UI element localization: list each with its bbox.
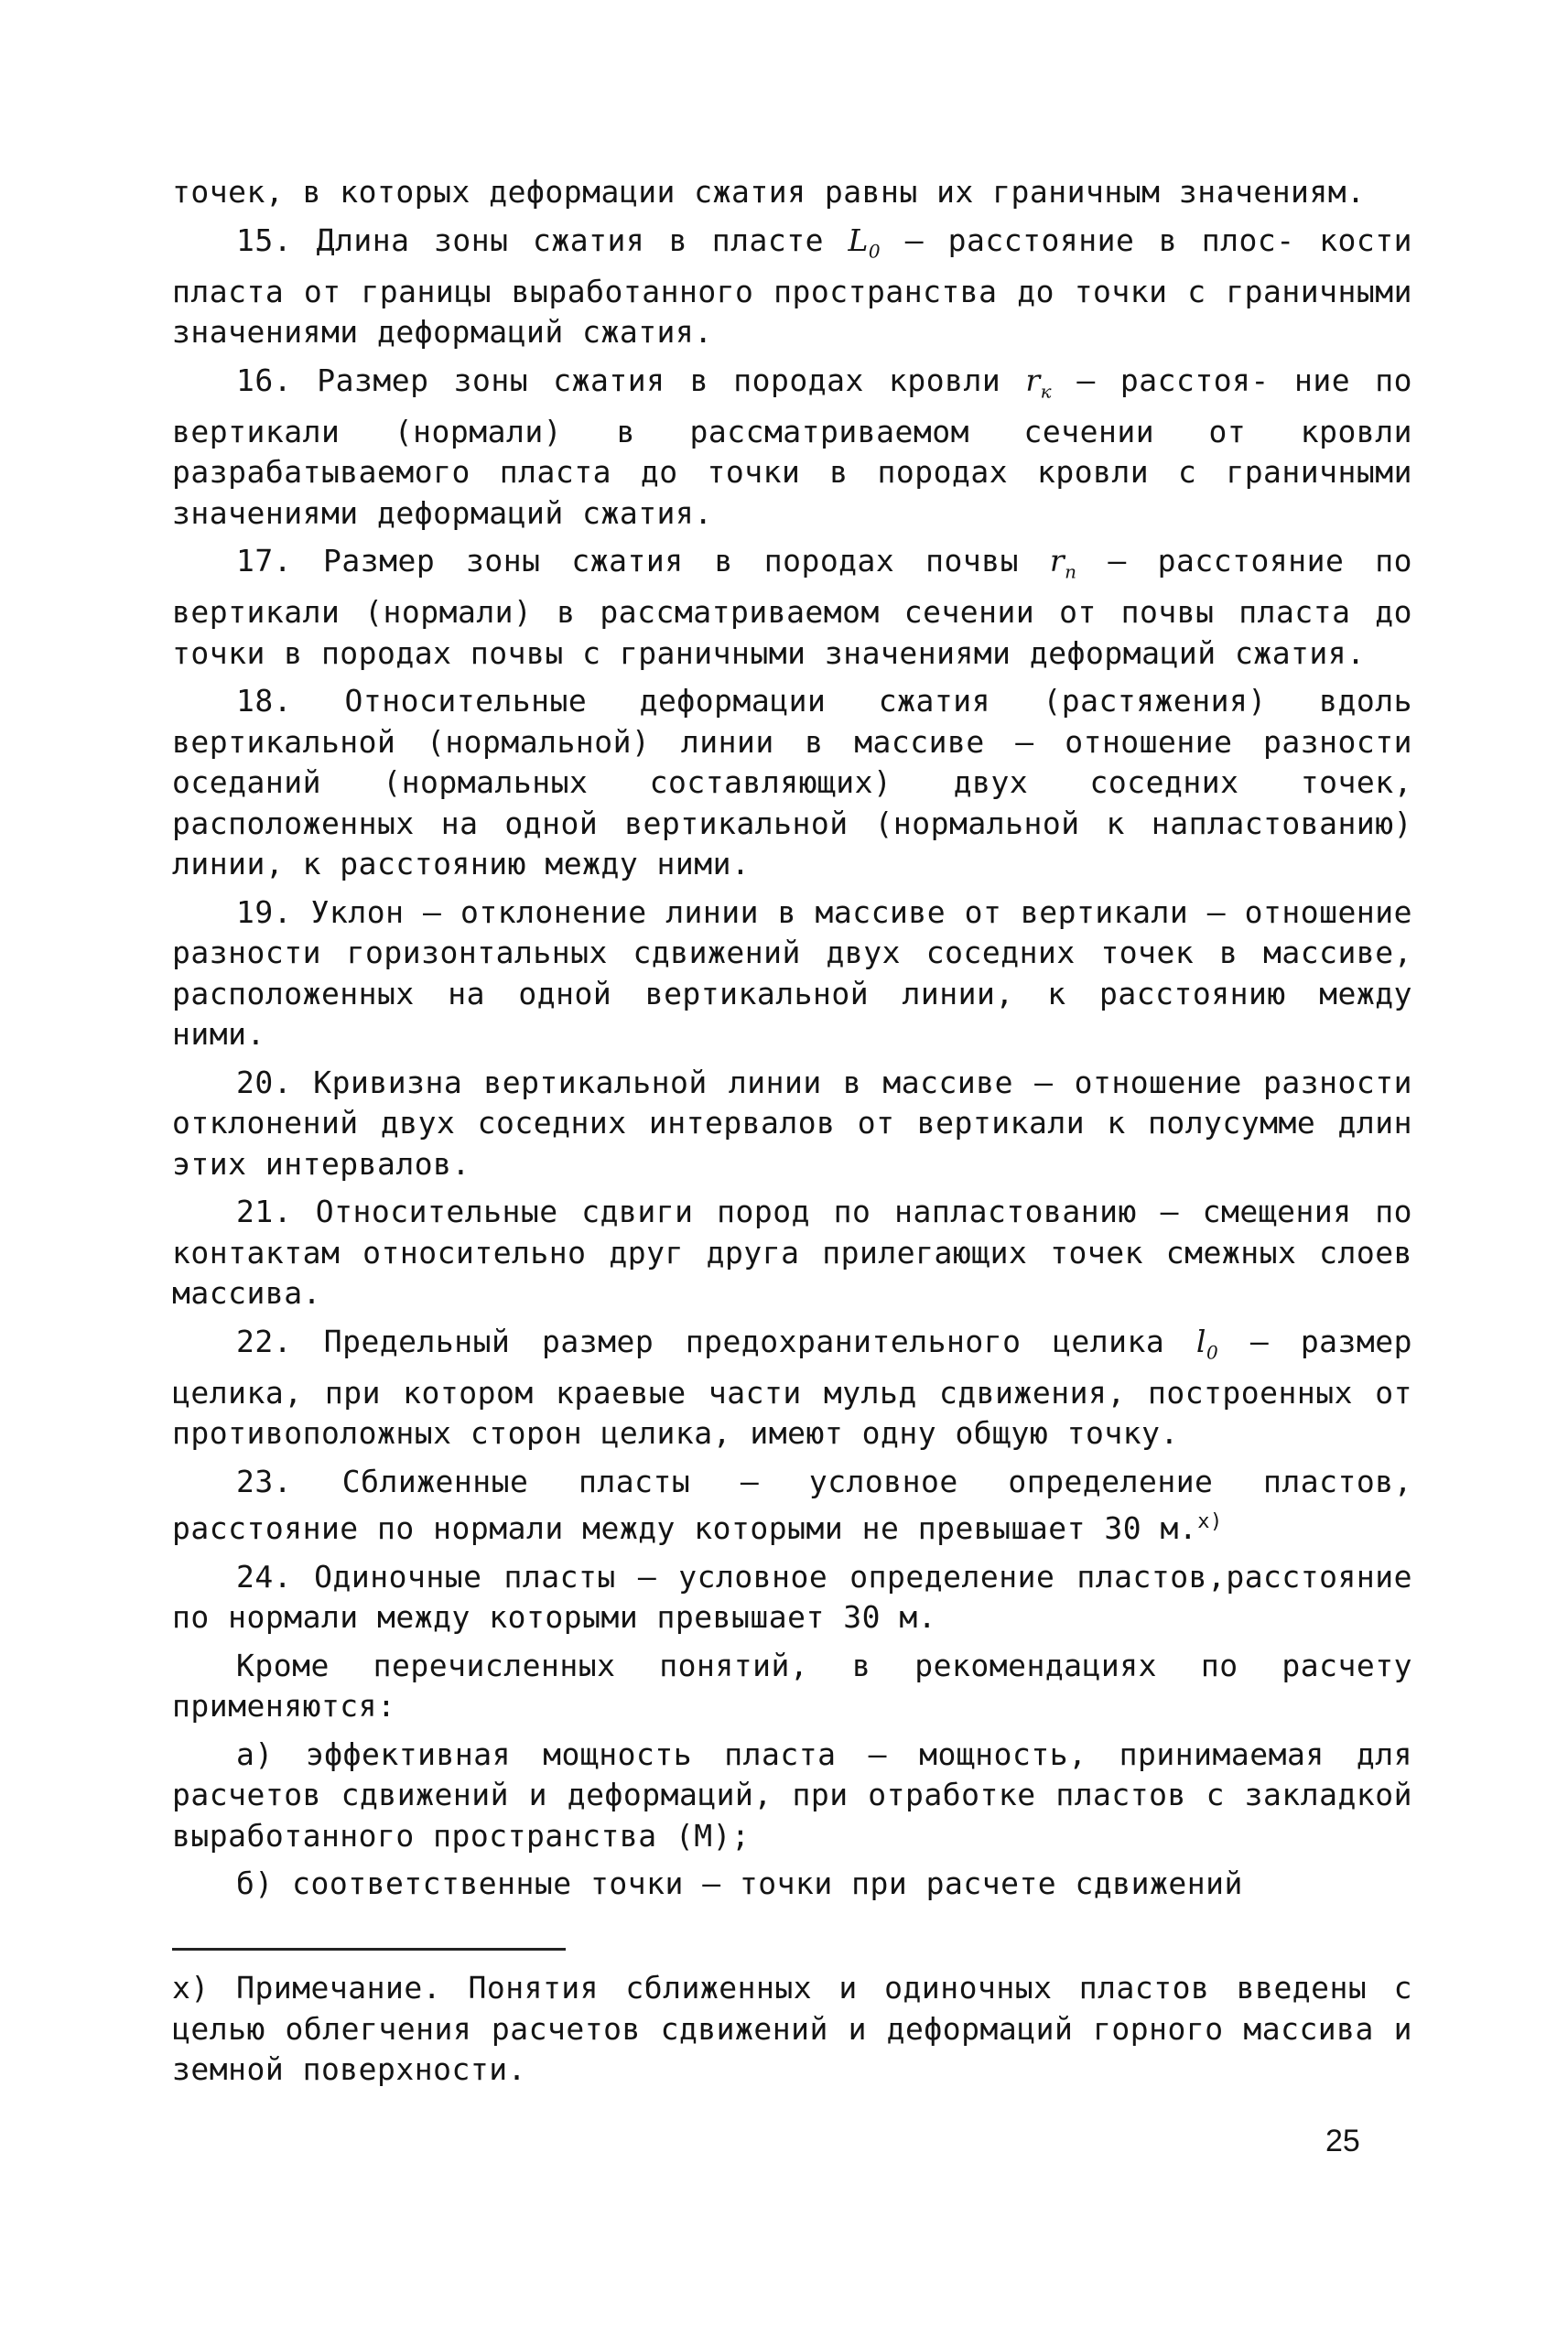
paragraph-23: 23. Сближенные пласты – условное определение пластов, расстояние по нормали между которыми не превышает 30 м.$^{x)}$ bbox=[172, 1463, 1412, 1547]
page-number: 25 bbox=[1325, 2124, 1360, 2158]
body-text bbox=[172, 172, 1412, 1912]
symbol-rk: $r_к$ bbox=[1025, 362, 1053, 403]
paragraph-19: 19. Уклон – отклонение линии в массиве от вертикали – отношение разности горизонтальных сдвижений двух соседних точек в массиве, расположенных на одной вертикальной линии, к расстоянию между ними. bbox=[172, 893, 1412, 1053]
paragraph-intro: Кроме перечисленных понятий, в рекомендациях по расчету применяются: bbox=[172, 1647, 1412, 1725]
paragraph-18: 18. Относительные деформации сжатия (растяжения) вдоль вертикальной (нормальной) линии в массиве – отношение разности оседаний (нормальных составляющих) двух соседних точек, расположенных на одной вертикальной (нормальной к напластованию) линии, к расстоянию между ними. bbox=[172, 683, 1412, 882]
symbol-L0: $L_0$ bbox=[848, 222, 881, 263]
paragraph-b: б) соответственные точки – точки при расчете сдвижений bbox=[236, 1865, 1243, 1902]
paragraph-20: 20. Кривизна вертикальной линии в массиве – отношение разности отклонений двух соседних интервалов от вертикали к полусумме длин этих интервалов. bbox=[172, 1064, 1412, 1182]
footnote-divider bbox=[172, 1948, 566, 1951]
paragraph-14-end: точек, в которых деформации сжатия равны их граничным значениям. bbox=[172, 174, 1366, 210]
paragraph-a: а) эффективная мощность пласта – мощность, принимаемая для расчетов сдвижений и деформаций, при отработке пластов с закладкой выработанного пространства (M); bbox=[172, 1736, 1412, 1854]
paragraph-22: 22. Предельный размер предохранительного целика $l_0$ – размер целика, при котором краевые части мульд сдвижения, построенных от противоположных сторон целика, имеют одну общую точку. bbox=[172, 1323, 1413, 1452]
footnote-marker: x) bbox=[1197, 1510, 1223, 1534]
paragraph-16: 16. Размер зоны сжатия в породах кровли $r_к$ – расстоя- ние по вертикали (нормали) в рассматриваемом сечении от кровли разрабатываемого пласта до точки в породах кровли с граничными значениями деформаций сжатия. bbox=[172, 362, 1413, 531]
symbol-l0: $l_0$ bbox=[1195, 1323, 1219, 1364]
paragraph-15: 15. Длина зоны сжатия в пласте $L_0$ – расстояние в плос- кости пласта от границы выработанного пространства до точки с граничными значениями деформаций сжатия. bbox=[172, 222, 1413, 351]
symbol-rp: $r_п$ bbox=[1049, 543, 1077, 583]
paragraph-24: 24. Одиночные пласты – условное определение пластов,расстояние по нормали между которыми превышает 30 м. bbox=[172, 1558, 1412, 1636]
footnote: x) Примечание. Понятия сближенных и одиночных пластов введены с целью облегчения расчетов сдвижений и деформаций горного массива и земной поверхности. bbox=[172, 1970, 1412, 2087]
paragraph-17: 17. Размер зоны сжатия в породах почвы $r_п$ – расстояние по вертикали (нормали) в рассматриваемом сечении от почвы пласта до точки в породах почвы с граничными значениями деформаций сжатия. bbox=[172, 543, 1412, 671]
paragraph-21: 21. Относительные сдвиги пород по напластованию – смещения по контактам относительно друг друга прилегающих точек смежных слоев массива. bbox=[172, 1194, 1412, 1312]
